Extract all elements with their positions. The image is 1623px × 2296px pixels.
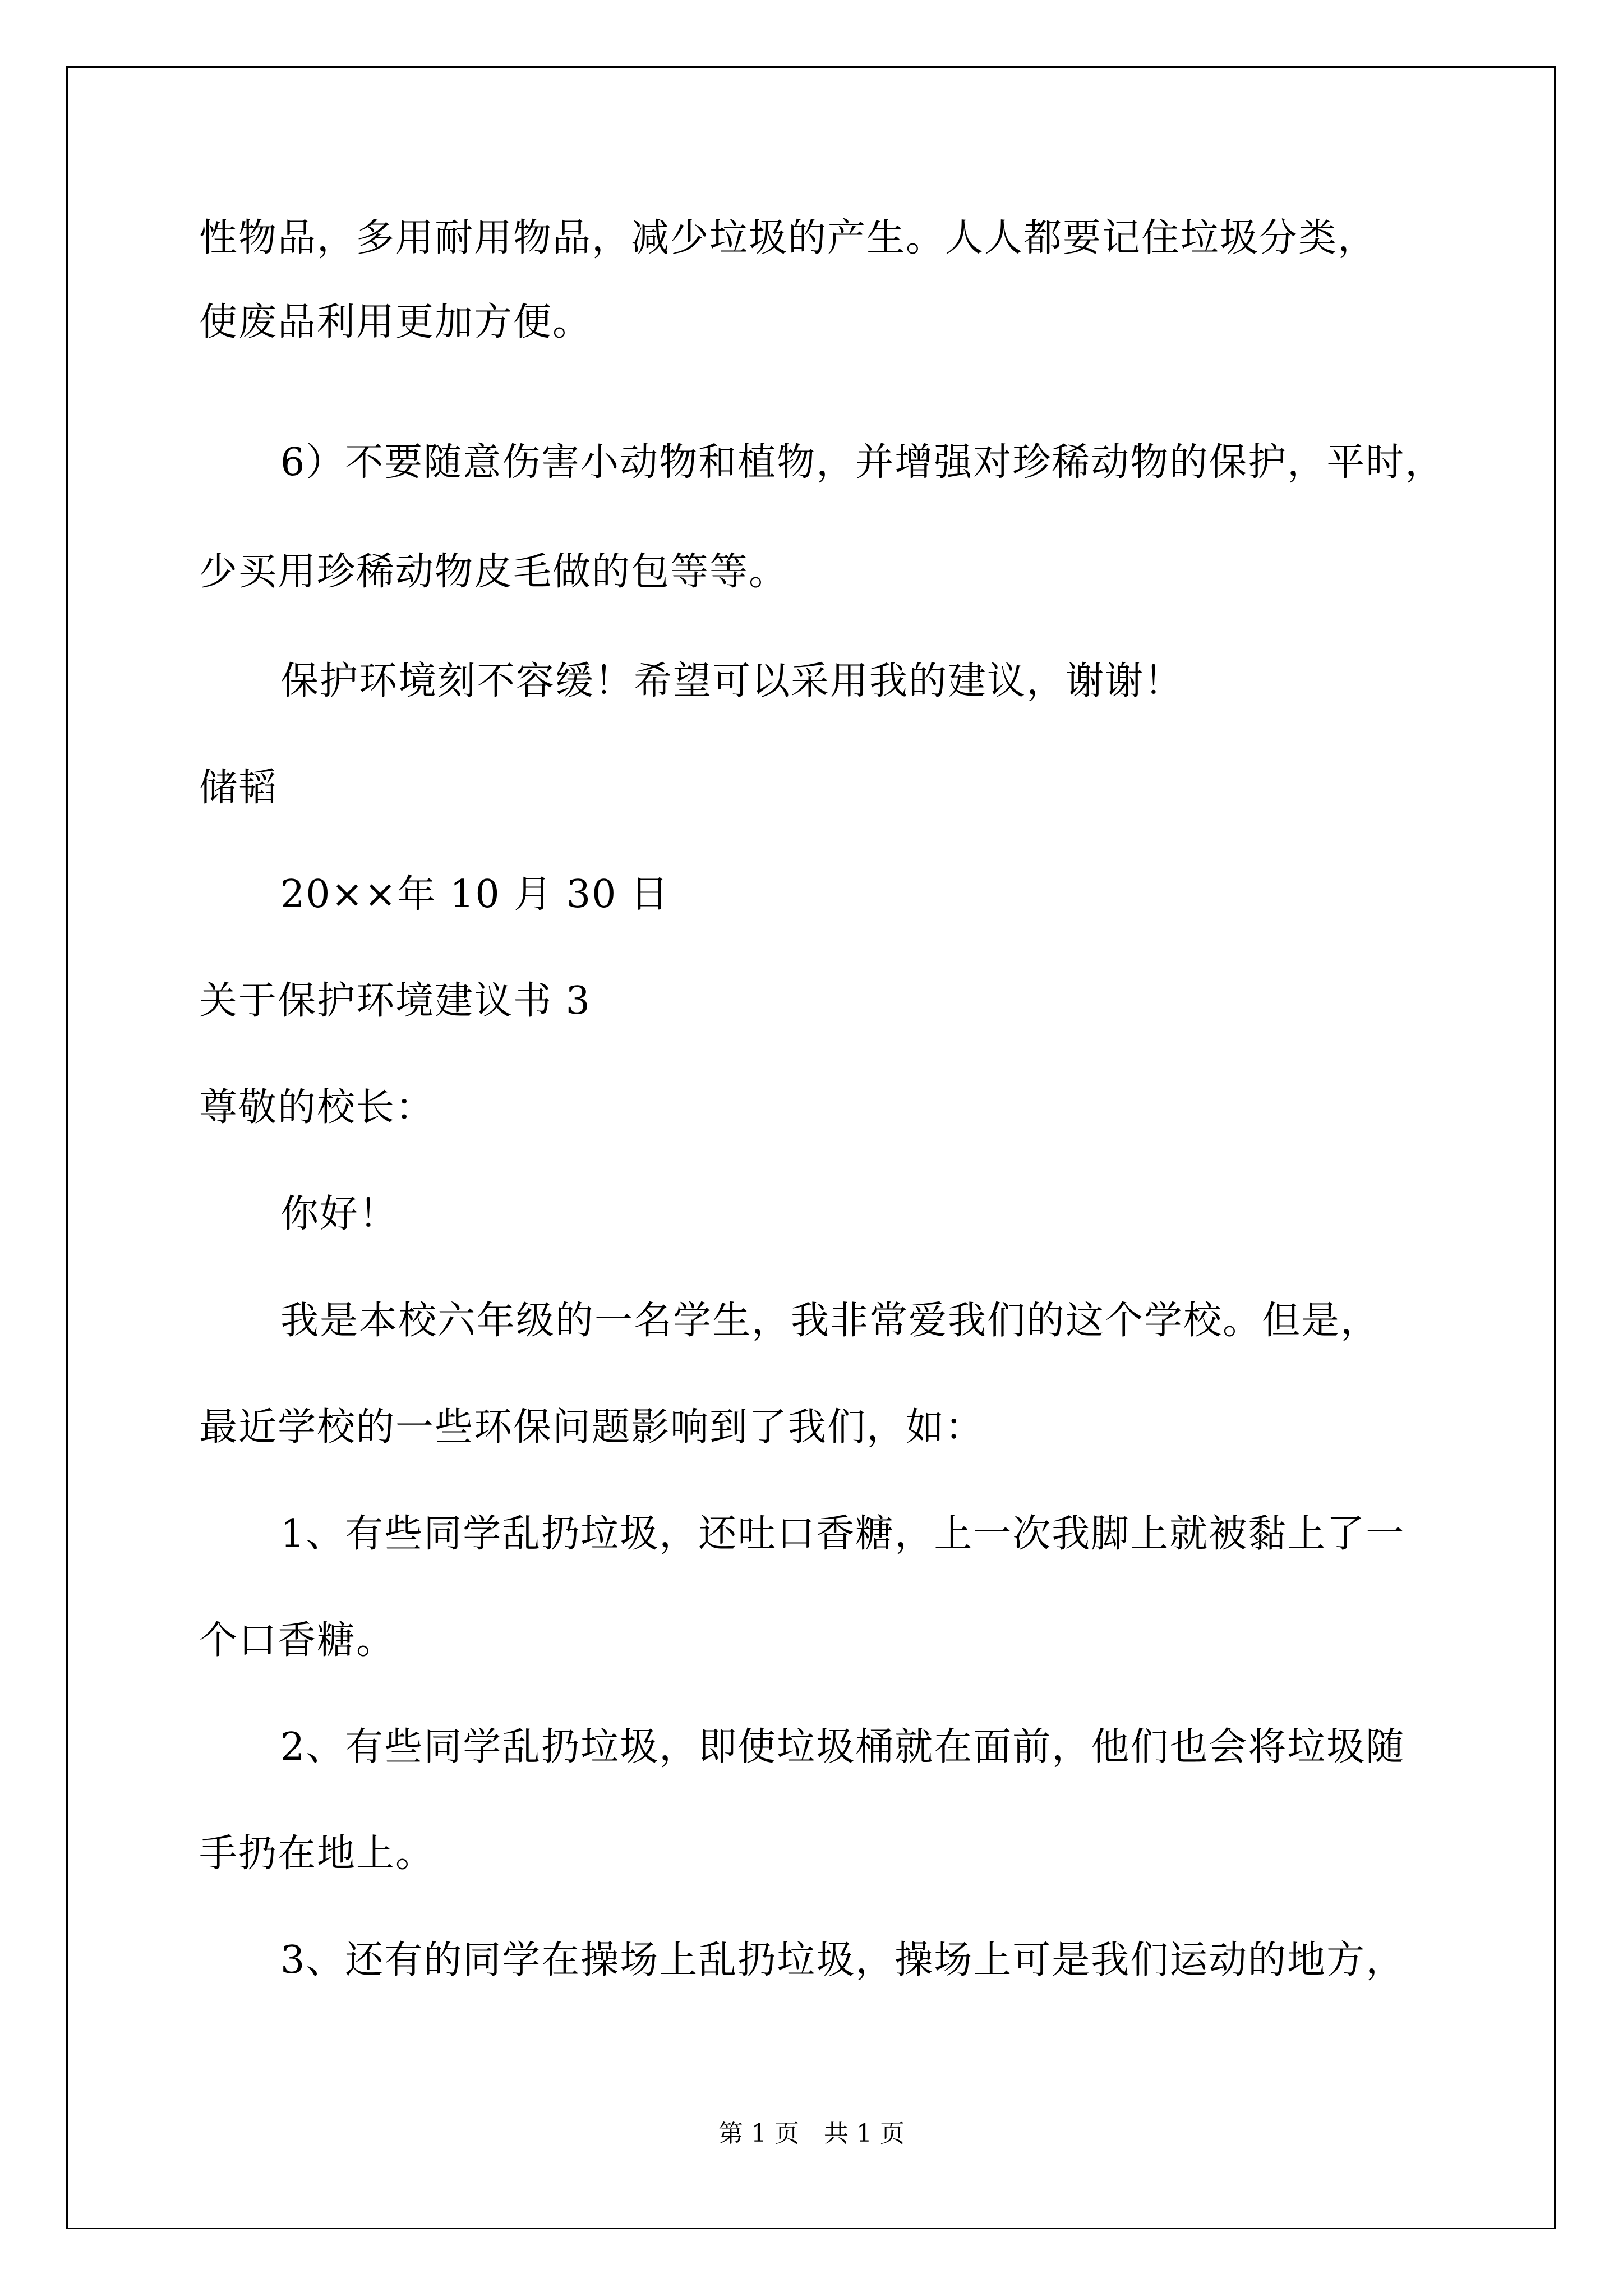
paragraph-line: 使废品利用更加方便。 — [199, 300, 592, 344]
list-item-line: 3、还有的同学在操场上乱扔垃圾，操场上可是我们运动的地方， — [280, 1938, 1405, 1982]
paragraph-line: 我是本校六年级的一名学生，我非常爱我们的这个学校。但是， — [280, 1299, 1380, 1343]
greeting: 你好！ — [280, 1192, 399, 1236]
list-item-line: 2、有些同学乱扔垃圾，即使垃圾桶就在面前，他们也会将垃圾随 — [280, 1725, 1405, 1769]
letter-date: 20××年 10 月 30 日 — [280, 872, 670, 917]
page-footer: 第 1 页 共 1 页 — [718, 2119, 905, 2148]
section-title: 关于保护环境建议书 3 — [199, 979, 591, 1023]
salutation: 尊敬的校长： — [199, 1085, 435, 1130]
signature-name: 储韬 — [199, 766, 278, 810]
list-item-line: 1、有些同学乱扔垃圾，还吐口香糖，上一次我脚上就被黏上了一 — [280, 1512, 1405, 1556]
list-item-line: 个口香糖。 — [199, 1618, 396, 1663]
list-item-line: 手扔在地上。 — [199, 1832, 435, 1876]
paragraph-line: 最近学校的一些环保问题影响到了我们，如： — [199, 1405, 985, 1450]
page-border — [66, 66, 1556, 2229]
paragraph-line: 保护环境刻不容缓！希望可以采用我的建议，谢谢！ — [280, 659, 1184, 703]
paragraph-line: 6）不要随意伤害小动物和植物，并增强对珍稀动物的保护，平时， — [280, 440, 1445, 485]
paragraph-line: 少买用珍稀动物皮毛做的包等等。 — [199, 550, 789, 594]
paragraph-line: 性物品，多用耐用物品，减少垃圾的产生。人人都要记住垃圾分类， — [199, 216, 1377, 260]
